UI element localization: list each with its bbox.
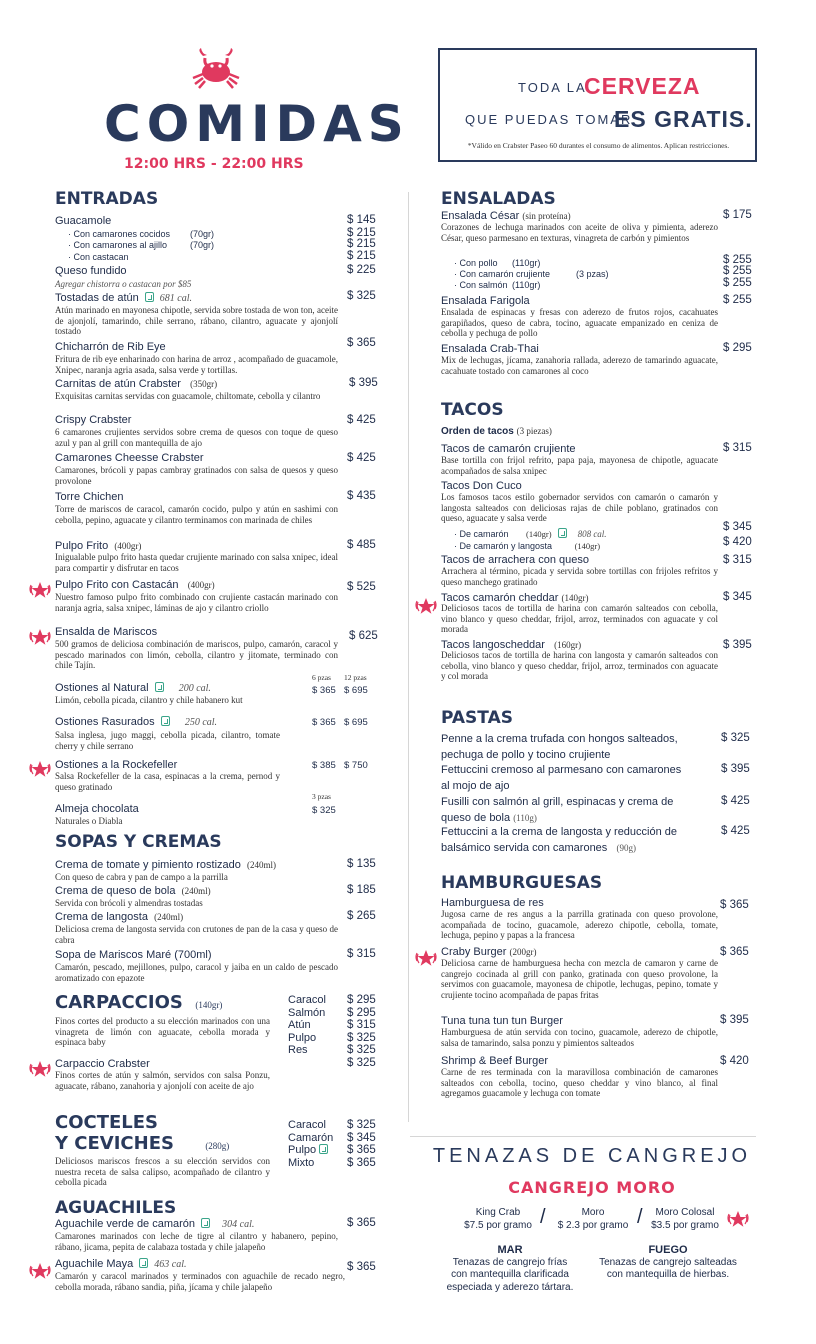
prep-title: MAR [497, 1244, 523, 1256]
pieces-head-12: 12 pzas [344, 673, 367, 682]
tenazas-divider [410, 1136, 756, 1137]
calorie-icon [201, 1218, 210, 1228]
option-name: · De camarón y langosta [454, 541, 553, 551]
item-price: $ 425 [721, 825, 750, 837]
item-price: $ 425 [347, 452, 376, 464]
item-price: $ 365 [347, 337, 376, 349]
pasta-line2: balsámico servida con camarones [441, 842, 608, 854]
item-price: $ 425 [347, 414, 376, 426]
item-name: Queso fundido [55, 265, 127, 277]
item-name-row [441, 210, 571, 222]
crab-type [550, 1206, 636, 1232]
item-weight: (400gr) [187, 580, 215, 590]
item-calories: 200 cal. [178, 683, 211, 694]
option-price: $ 345 [347, 1131, 376, 1144]
item-name: Almeja chocolata [55, 803, 139, 815]
item-name: Carnitas de atún Crabster [55, 378, 181, 390]
option-name: · Con camarones cocidos [68, 229, 171, 239]
item-desc: Hamburguesa de atún servida con tocino, guacamole, aderezo de chipotle, salsa de tamarindo, salsa ponzu y pimientos salteados [441, 1027, 718, 1048]
option-calories: 808 cal. [577, 529, 607, 539]
pasta-item [441, 794, 673, 826]
item-desc: Finos cortes del producto a su elección marinados con una vinagreta de limón con aguacate, cebolla morada y espinaca baby [55, 1016, 270, 1047]
item-name: Crema de langosta [55, 911, 148, 923]
item-desc: Camarón, pescado, mejillones, pulpo, caracol y jaiba en un caldo de pescado aromatizado con epazote [55, 962, 338, 983]
item-price: $ 295 [723, 342, 752, 354]
item-name-row [55, 292, 192, 304]
item-price: $ 525 [347, 581, 376, 593]
option-price: $ 420 [723, 536, 752, 548]
item-desc: 6 camarones crujientes servidos sobre crema de quesos con toque de queso azul y pan al grill con mantequilla de ajo [55, 427, 338, 448]
item-weight: (200gr) [509, 947, 537, 957]
hours-label: 12:00 HRS - 22:00 HRS [124, 156, 304, 172]
item-desc: Base tortilla con frijol refrito, papa paja, mayonesa de chipotle, aguacate acompañados de salsa xnipec [441, 455, 718, 476]
item-price: $ 175 [723, 209, 752, 221]
item-desc: Deliciosos mariscos frescos a su elección servidos con nuestra receta de salsa calipso, acompañado de cilantro y cebolla picada [55, 1156, 270, 1187]
item-name: Ensalda de Mariscos [55, 626, 158, 638]
star-badge-icon [28, 1059, 52, 1079]
item-name: Carpaccio Crabster [55, 1058, 150, 1070]
page-title: COMIDAS [104, 95, 410, 153]
item-calories: 304 cal. [222, 1219, 255, 1230]
star-badge-icon [28, 1261, 52, 1281]
item-calories: 463 cal. [154, 1259, 187, 1270]
option-name-row [454, 541, 600, 551]
tenazas-title: TENAZAS DE CANGREJO [432, 1145, 752, 1167]
price-6: $ 385 [312, 760, 336, 771]
section-title-carpaccios-row [55, 992, 222, 1013]
item-desc: Salsa Rockefeller de la casa, espinacas a la crema, pernod y queso gratinado [55, 771, 280, 792]
pasta-weight: (90g) [616, 843, 636, 853]
item-desc: Naturales o Diabla [55, 816, 123, 826]
item-name-row [55, 579, 215, 591]
option-price: $ 215 [347, 250, 376, 262]
item-price: $ 225 [347, 264, 376, 276]
crab-type-name: Moro Colosal [655, 1207, 715, 1218]
prep-mar [436, 1244, 584, 1294]
option-name: · Con camarones al ajillo [68, 240, 168, 250]
item-name: Aguachile Maya [55, 1258, 134, 1270]
item-name: Tacos de arrachera con queso [441, 554, 589, 566]
option-name: Res [288, 1044, 308, 1056]
carpaccio-prices [347, 994, 376, 1069]
item-name: Tacos langoscheddar [441, 639, 545, 651]
option-weight: (140gr) [526, 529, 552, 539]
option-name: · Con salmón [454, 280, 508, 290]
pasta-line2: queso de bola [441, 812, 511, 824]
crab-type-price: $ 2.3 por gramo [557, 1220, 629, 1231]
divider-slash: / [637, 1206, 643, 1228]
section-title-cocteles: COCTELES [55, 1112, 159, 1133]
star-badge-icon [726, 1209, 750, 1229]
item-name: Craby Burger [441, 946, 507, 958]
crab-type-name: Moro [581, 1207, 605, 1218]
section-title-entradas: ENTRADAS [55, 189, 159, 209]
option-weight: (140gr) [574, 541, 601, 551]
star-badge-icon [28, 580, 52, 600]
star-badge-icon [414, 948, 438, 968]
item-weight: (400gr) [114, 541, 142, 551]
item-name: Tacos camarón cheddar [441, 592, 559, 604]
option-name: · Con camarón crujiente [454, 269, 551, 279]
option-price: $ 255 [723, 254, 752, 266]
price-6: $ 365 [312, 717, 336, 728]
option-price: $ 345 [723, 521, 752, 533]
option-price: $ 215 [347, 238, 376, 250]
item-price: $ 325 [312, 805, 336, 816]
option-name: Salmón [288, 1006, 326, 1019]
item-price: $ 315 [723, 442, 752, 454]
section-title-ceviches: Y CEVICHES [55, 1133, 174, 1154]
item-desc: Nuestro famoso pulpo frito combinado con crujiente castacán marinado con naranja agria, salsa xnipec, láminas de ajo y cilantro criollo [55, 592, 338, 613]
option-price: $ 315 [347, 1019, 376, 1031]
crab-type [644, 1206, 726, 1232]
option-name: · Con castacan [68, 252, 129, 262]
section-title-ceviches-row [55, 1133, 229, 1154]
option-name-row [288, 1144, 334, 1157]
item-price: $ 395 [349, 377, 378, 389]
pasta-item [441, 762, 681, 794]
item-desc: 500 gramos de deliciosa combinación de mariscos, pulpo, camarón, caracol y pescado marinados con limón, cebolla, cilantro y jitomate, terminado con chile Tajín. [55, 639, 338, 670]
item-name: Crema de queso de bola [55, 885, 176, 897]
calorie-icon [319, 1144, 328, 1154]
option-price: $ 365 [347, 1156, 376, 1169]
item-name-row [55, 716, 217, 728]
item-name-row [55, 1218, 254, 1230]
prep-desc: con mantequilla clarificada [451, 1269, 569, 1280]
item-price: $ 255 [723, 294, 752, 306]
item-desc: Fritura de rib eye enharinado con harina de arroz , acompañado de guacamole, Xnipec, naranja agria asada, salsa verde y tortillas. [55, 354, 338, 375]
item-desc: Atún marinado en mayonesa chipotle, servida sobre tostada de won ton, aceite de ajonjolí, tamarindo, chile serrano, rábano, cilantro, aguacate y ajonjolí tostado [55, 305, 338, 336]
promo-line2b: ES GRATIS. [614, 106, 753, 132]
option-price: $ 295 [347, 994, 376, 1006]
order-note: (3 piezas) [516, 426, 552, 436]
option-name: Caracol [288, 1119, 326, 1131]
carpaccio-options [288, 994, 326, 1057]
item-name: Chicharrón de Rib Eye [55, 341, 166, 353]
pieces-head-3: 3 pzas [312, 792, 331, 801]
item-desc: Camarones, brócoli y papas cambray gratinados con salsa de quesos y queso provolone [55, 465, 338, 486]
crab-type-price: $3.5 por gramo [651, 1220, 719, 1231]
crab-type-name: King Crab [475, 1207, 521, 1218]
pieces-head-6: 6 pzas [312, 673, 331, 682]
item-price: $ 365 [347, 1261, 376, 1273]
item-weight: (350gr) [190, 379, 218, 389]
item-price: $ 315 [347, 948, 376, 960]
item-weight: (240ml) [181, 886, 211, 896]
section-title-aguachiles: AGUACHILES [55, 1198, 177, 1218]
item-name: Ensalada César [441, 210, 520, 222]
option-name: Mixto [288, 1156, 315, 1169]
item-calories: 681 cal. [159, 293, 193, 304]
item-name: Hamburguesa de res [441, 897, 544, 909]
item-desc: Torre de mariscos de caracol, camarón cocido, pulpo y atún en sashimi con cebolla, pepino, aguacate y cilantro terminamos con marinada de chiles [55, 504, 338, 525]
item-name: Crispy Crabster [55, 414, 132, 426]
item-desc: Inigualable pulpo frito hasta quedar crujiente marinado con salsa xnipec, ideal para compartir y disfrutar en tacos [55, 552, 338, 573]
item-price: $ 395 [720, 1014, 749, 1026]
item-price: $ 345 [723, 591, 752, 603]
item-weight: (240ml) [154, 912, 184, 922]
option-name: · De camarón [454, 529, 509, 539]
item-weight: (240ml) [247, 860, 276, 870]
item-desc: Deliciosos tacos de tortilla de harina con langosta y camarón salteados con cebolla, vino blanco y queso cheddar, frijol, arroz, terminados con aguacate y col morada [441, 650, 718, 681]
item-desc: Corazones de lechuga marinados con aceite de oliva y pimienta, aderezo César, queso parmesano en texturas, vinagreta de carbón y pimientos [441, 222, 718, 243]
option-weight: (110gr) [512, 280, 541, 290]
star-badge-icon [414, 596, 438, 616]
tenazas-subtitle: CANGREJO MORO [508, 1178, 676, 1197]
option-weight: (110gr) [512, 258, 541, 268]
item-desc: Limón, cebolla picada, cilantro y chile habanero kut [55, 695, 243, 705]
crab-type [452, 1206, 544, 1232]
item-price: $ 265 [347, 910, 376, 922]
crab-icon [189, 46, 243, 90]
item-name: Ensalada Crab-Thai [441, 343, 539, 355]
option-name: Caracol [288, 994, 326, 1006]
item-name: Shrimp & Beef Burger [441, 1055, 548, 1067]
item-price: $ 435 [347, 490, 376, 502]
item-desc: Salsa inglesa, jugo maggi, cebolla picada, cilantro, tomate cherry y chile serrano [55, 730, 280, 751]
item-name-row [55, 378, 217, 390]
item-calories: 250 cal. [184, 717, 218, 728]
item-name: Pulpo Frito [55, 540, 109, 552]
section-title-sopas: SOPAS Y CREMAS [55, 832, 222, 852]
item-price: $ 325 [347, 290, 376, 302]
prep-fuego [590, 1244, 746, 1282]
option-name: Atún [288, 1019, 311, 1031]
prep-title: FUEGO [648, 1244, 688, 1256]
calorie-icon [145, 292, 154, 302]
item-weight: (160gr) [554, 640, 582, 650]
option-name: · Con pollo [454, 258, 498, 268]
item-name: Torre Chichen [55, 491, 124, 503]
item-name-row [55, 859, 276, 871]
pasta-line1: Fettuccini cremoso al parmesano con camarones [441, 764, 682, 776]
prep-desc: especiada y aderezo tártara. [446, 1281, 574, 1293]
item-desc: Deliciosa crema de langosta servida con crutones de pan de la casa y queso de cabra [55, 924, 338, 945]
item-name: Aguachile verde de camarón [55, 1218, 196, 1230]
option-name: Pulpo [288, 1144, 317, 1156]
promo-line2a: QUE PUEDAS TOMAR [465, 112, 633, 127]
item-price: $ 325 [721, 732, 750, 744]
option-weight: (3 pzas) [576, 269, 609, 279]
promo-box [438, 48, 757, 162]
section-weight: (280g) [205, 1141, 230, 1151]
column-divider [408, 192, 409, 1122]
item-desc: Con queso de cabra y pan de campo a la parrilla [55, 872, 228, 882]
prep-desc: con mantequilla de hierbas. [606, 1269, 730, 1280]
star-badge-icon [28, 627, 52, 647]
calorie-icon [558, 528, 567, 538]
pasta-weight: (110g) [513, 813, 537, 823]
item-name: Tuna tuna tun tun Burger [441, 1015, 563, 1027]
calorie-icon [155, 682, 164, 692]
pasta-line2: al mojo de ajo [441, 780, 510, 792]
option-price: $ 325 [347, 1031, 376, 1044]
price-6: $ 365 [312, 685, 336, 696]
option-name: Pulpo [288, 1031, 317, 1044]
divider-slash: / [540, 1206, 546, 1228]
item-name: Tacos Don Cuco [441, 480, 522, 492]
section-title-ensaladas: ENSALADAS [441, 189, 556, 209]
item-price: $ 135 [347, 858, 376, 870]
item-name-row [441, 946, 536, 958]
pasta-line1: Fettuccini a la crema de langosta y reducción de [441, 826, 678, 838]
section-weight: (140gr) [195, 1000, 223, 1010]
item-name: Tostadas de atún [55, 292, 139, 304]
option-name-row [454, 528, 607, 539]
item-price: $ 145 [347, 214, 376, 226]
item-name: Crema de tomate y pimiento rostizado [55, 859, 241, 871]
option-price: $ 325 [347, 1119, 376, 1131]
item-price: $ 185 [347, 884, 376, 896]
section-title-pastas: PASTAS [441, 708, 513, 728]
item-name-row [55, 682, 211, 694]
item-price: $ 425 [721, 795, 750, 807]
item-name: Ensalada Farigola [441, 295, 530, 307]
item-desc: Exquisitas carnitas servidas con guacamole, chiltomate, cebolla y cilantro [55, 391, 321, 401]
option-price: $ 365 [347, 1144, 376, 1156]
price-12: $ 695 [344, 685, 368, 696]
option-price: $ 325 [347, 1056, 376, 1069]
price-12: $ 695 [344, 717, 368, 728]
pasta-item [441, 824, 677, 856]
order-label: Orden de tacos [441, 426, 514, 437]
promo-note: *Válido en Crabster Paseo 60 durantes el consumo de alimentos. Aplican restricciones. [467, 141, 730, 150]
pasta-item [441, 731, 678, 763]
item-desc: Servida con brócoli y almendras tostadas [55, 898, 203, 908]
item-price: $ 315 [723, 554, 752, 566]
calorie-icon [139, 1258, 148, 1268]
item-note: (sin proteína) [522, 211, 571, 221]
item-name-row [55, 1258, 187, 1270]
item-name: Pulpo Frito con Castacán [55, 579, 179, 591]
item-name: Camarones Cheesse Crabster [55, 452, 204, 464]
item-weight: (140gr) [561, 593, 589, 603]
item-price: $ 365 [347, 1217, 376, 1229]
pasta-line2-row [441, 840, 677, 856]
promo-line1a: TODA LA [518, 80, 587, 95]
option-price: $ 325 [347, 1044, 376, 1056]
option-price: $ 215 [347, 227, 376, 239]
item-name: Sopa de Mariscos Maré (700ml) [55, 949, 212, 961]
item-name-row [55, 540, 141, 552]
item-name: Tacos de camarón crujiente [441, 443, 576, 455]
prep-desc: Tenazas de cangrejo salteadas [599, 1256, 737, 1268]
item-price: $ 485 [347, 539, 376, 551]
item-desc: Deliciosa carne de hamburguesa hecha con mezcla de camaron y carne de cangrejo cocinada al grill con panko, gratinada con queso provolone, la servimos con guacamole, mayonesa de chipotle, lechugas, pepino, tomate y crujiente tocino acompañada de papas fritas [441, 958, 718, 1000]
crab-type-price: $7.5 por gramo [464, 1220, 532, 1231]
section-title-carpaccios: CARPACCIOS [55, 992, 183, 1013]
item-name-row [55, 885, 211, 897]
option-price: $ 295 [347, 1006, 376, 1019]
item-desc: Deliciosos tacos de tortilla de harina con camarón salteados con cebolla, vino blanco y queso cheddar, frijol, arroz, terminados con aguacate y col morada [441, 603, 718, 634]
pasta-line2: pechuga de pollo y tocino crujiente [441, 749, 611, 761]
star-badge-icon [28, 759, 52, 779]
item-desc: Carne de res terminada con la maravillosa combinación de camarones salteados con cebolla, tocino, queso cheddar y vino blanco, al final agregamos guacamole y lechuga con tomate [441, 1067, 718, 1098]
item-desc: Jugosa carne de res angus a la parrilla gratinada con queso provolone, acompañada de tocino, guacamole, aderezo chipotle, cebolla, tomate, lechuga, pepino y papas a la francesa [441, 909, 718, 940]
prep-desc: Tenazas de cangrejo frías [452, 1256, 568, 1268]
calorie-icon [161, 716, 170, 726]
option-weight: (70gr) [190, 240, 215, 250]
option-price: $ 255 [723, 277, 752, 289]
option-weight: (70gr) [190, 229, 215, 239]
item-desc: Mix de lechugas, jícama, zanahoria rallada, aderezo de tamarindo aguacate, cacahuate tostado con camarones al coco [441, 355, 718, 376]
pasta-line1: Fusilli con salmón al grill, espinacas y crema de [441, 796, 674, 808]
item-name-row [55, 911, 183, 923]
promo-line1b: CERVEZA [584, 73, 701, 99]
item-name: Ostiones Rasurados [55, 716, 155, 728]
coctel-prices [347, 1119, 376, 1169]
option-name: Camarón [288, 1131, 334, 1144]
item-desc: Los famosos tacos estilo gobernador servidos con camarón o camarón y langosta salteados con deliciosas rajas de chile poblano, gratinados con queso, aguacate y salsa verde [441, 492, 718, 523]
item-price: $ 625 [349, 630, 378, 642]
item-desc: Finos cortes de atún y salmón, servidos con salsa Ponzu, aguacate, rábano, zanahoria y ajonjolí con aceite de ajo [55, 1070, 270, 1091]
pasta-line1: Penne a la crema trufada con hongos salteados, [441, 733, 678, 745]
item-name: Ostiones al Natural [55, 682, 149, 694]
item-price: $ 365 [720, 946, 749, 958]
item-price: $ 365 [720, 899, 749, 911]
item-desc: Arrachera al término, picada y servida sobre tortillas con frijoles refritos y queso manchego gratinado [441, 566, 718, 587]
item-desc: Camarones marinados con leche de tigre al cilantro y habanero, pepino, rábano, jicama, pepita de calabaza tostada y chile jalapeño [55, 1231, 338, 1252]
coctel-options [288, 1119, 334, 1169]
section-title-hamburguesas: HAMBURGUESAS [441, 873, 603, 893]
item-name: Guacamole [55, 215, 112, 227]
item-desc: Camarón y caracol marinados y terminados con aguachile de recado negro, cebolla morada, rábano sandia, piña, jícama y chile jalapeño [55, 1271, 345, 1292]
price-12: $ 750 [344, 760, 368, 771]
item-desc: Ensalada de espinacas y fresas con aderezo de frutos rojos, cacahuates garapiñados, queso de cabra, tocino, aguacate empanizado en ceniza de cebolla y pechuga de pollo [441, 307, 718, 338]
option-price: $ 255 [723, 265, 752, 277]
item-price: $ 395 [721, 763, 750, 775]
item-price: $ 420 [720, 1055, 749, 1067]
item-price: $ 395 [723, 639, 752, 651]
item-name: Ostiones a la Rockefeller [55, 759, 178, 771]
section-title-tacos: TACOS [441, 400, 504, 420]
item-note: Agregar chistorra o castacan por $85 [55, 279, 192, 289]
order-row [441, 426, 552, 437]
